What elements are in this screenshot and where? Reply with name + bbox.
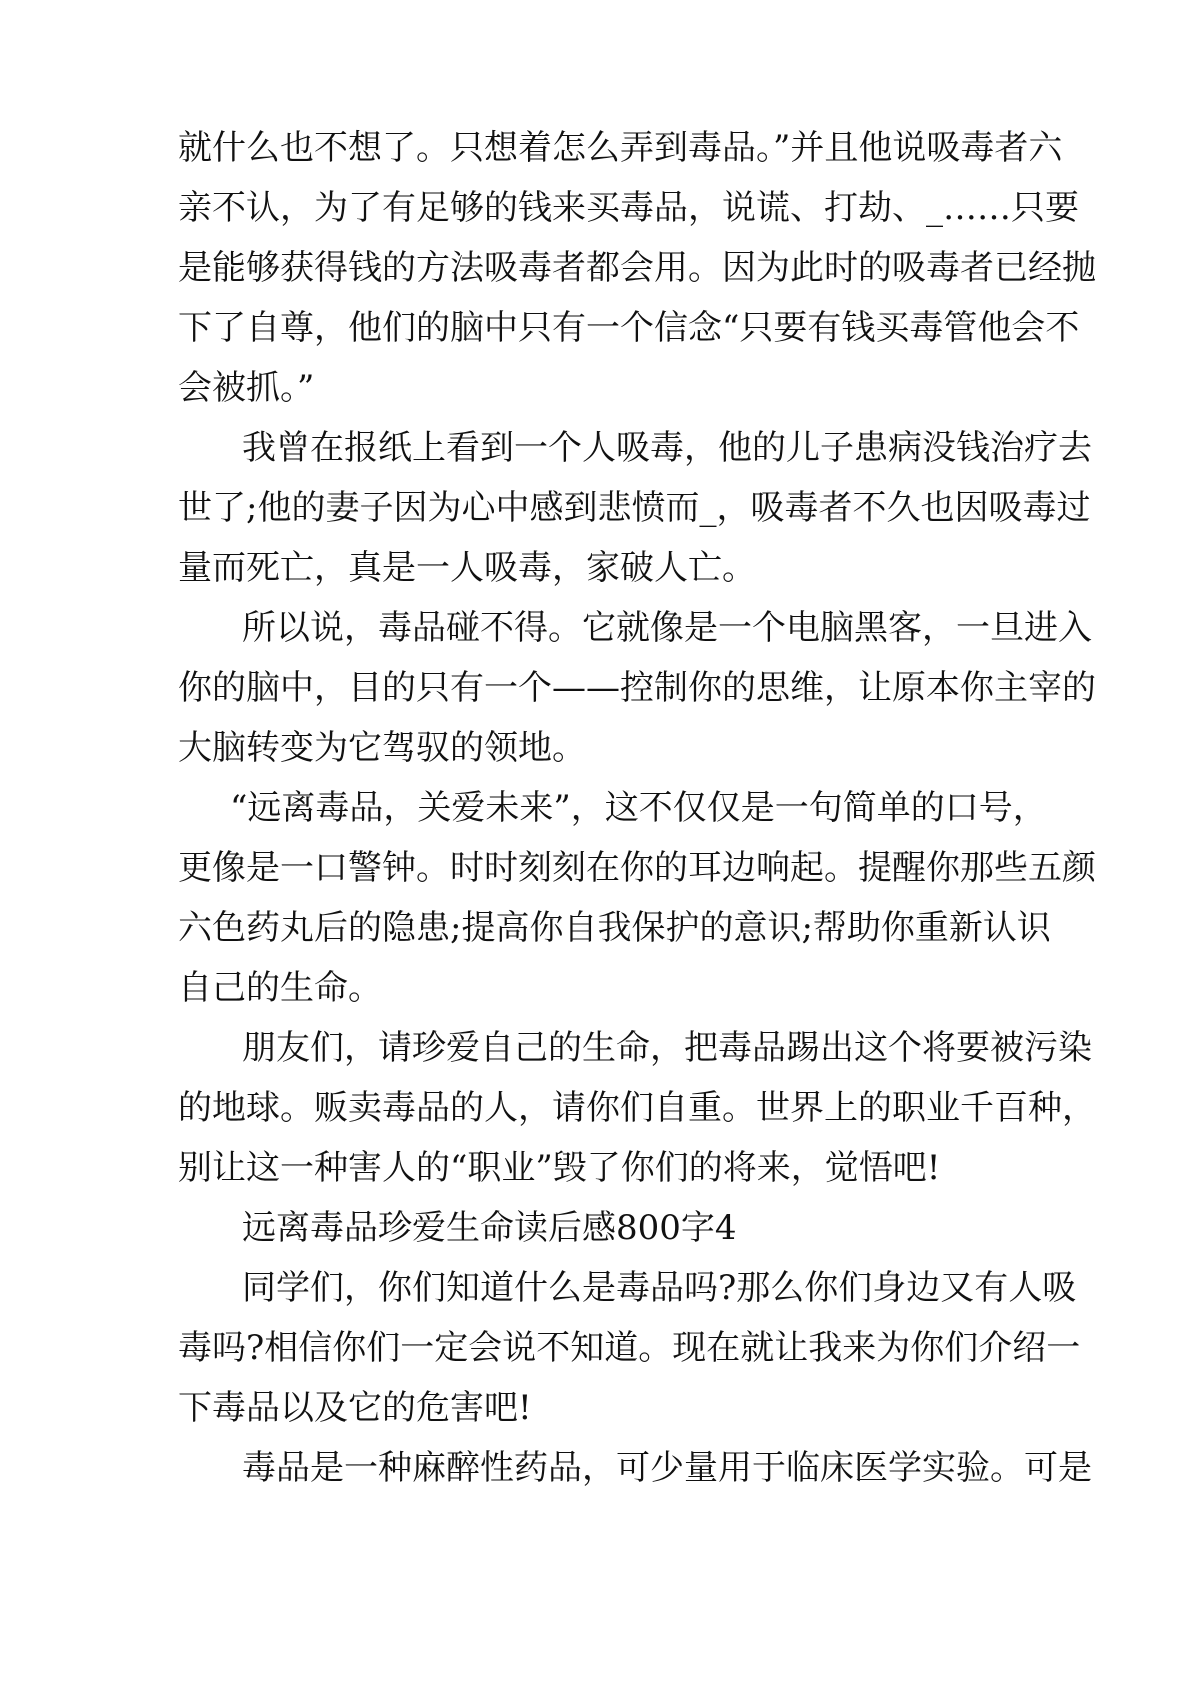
text-line: 朋友们，请珍爱自己的生命，把毒品踢出这个将要被污染 <box>242 1028 1092 1068</box>
text-line: 世了;他的妻子因为心中感到悲愤而_，吸毒者不久也因吸毒过 <box>178 488 1091 528</box>
text-line: 毒吗?相信你们一定会说不知道。现在就让我来为你们介绍一 <box>178 1328 1081 1368</box>
text-line: 下了自尊，他们的脑中只有一个信念“只要有钱买毒管他会不 <box>178 308 1080 348</box>
text-line: 六色药丸后的隐患;提高你自我保护的意识;帮助你重新认识 <box>178 908 1051 948</box>
text-line: “远离毒品，关爱未来”，这不仅仅是一句简单的口号， <box>230 788 1047 828</box>
text-line: 下毒品以及它的危害吧! <box>178 1388 532 1428</box>
text-line: 同学们，你们知道什么是毒品吗?那么你们身边又有人吸 <box>242 1268 1077 1308</box>
section-heading: 远离毒品珍爱生命读后感800字4 <box>242 1208 737 1248</box>
text-line: 别让这一种害人的“职业”毁了你们的将来，觉悟吧! <box>178 1148 941 1188</box>
text-line: 就什么也不想了。只想着怎么弄到毒品。”并且他说吸毒者六 <box>178 128 1063 168</box>
text-line: 所以说，毒品碰不得。它就像是一个电脑黑客，一旦进入 <box>242 608 1092 648</box>
text-line: 你的脑中，目的只有一个——控制你的思维，让原本你主宰的 <box>178 668 1096 708</box>
text-line: 自己的生命。 <box>178 968 382 1008</box>
text-line: 亲不认，为了有足够的钱来买毒品，说谎、打劫、_……只要 <box>178 188 1079 228</box>
text-line: 会被抓。” <box>178 368 315 408</box>
text-line: 更像是一口警钟。时时刻刻在你的耳边响起。提醒你那些五颜 <box>178 848 1096 888</box>
text-line: 我曾在报纸上看到一个人吸毒，他的儿子患病没钱治疗去 <box>242 428 1092 468</box>
text-line: 大脑转变为它驾驭的领地。 <box>178 728 586 768</box>
text-line: 量而死亡，真是一人吸毒，家破人亡。 <box>178 548 756 588</box>
text-line: 毒品是一种麻醉性药品，可少量用于临床医学实验。可是 <box>242 1448 1092 1488</box>
document-body <box>178 118 1096 1498</box>
text-line: 的地球。贩卖毒品的人，请你们自重。世界上的职业千百种， <box>178 1088 1096 1128</box>
text-line: 是能够获得钱的方法吸毒者都会用。因为此时的吸毒者已经抛 <box>178 248 1096 288</box>
